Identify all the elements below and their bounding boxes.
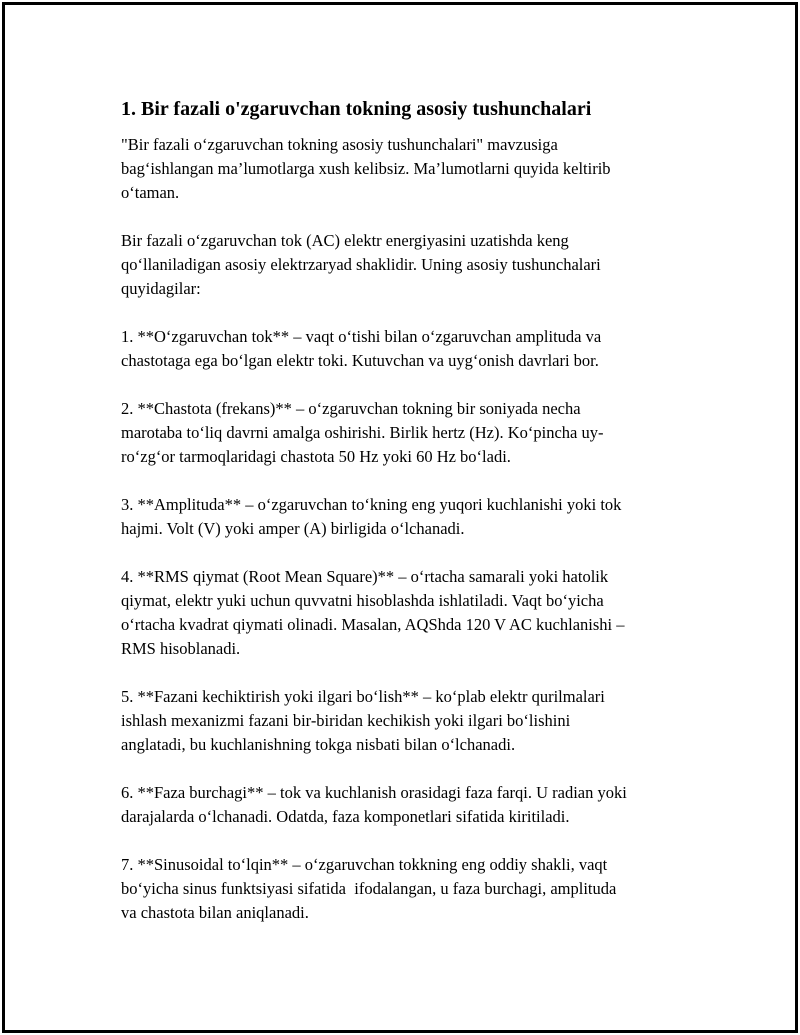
page-frame: [2, 2, 798, 1033]
text-line: 6. **Faza burchagi** – tok va kuchlanish orasidagi faza farqi. U radian yoki: [121, 783, 627, 802]
paragraph: [121, 493, 681, 541]
paragraph: [121, 229, 681, 301]
text-line: o‘taman.: [121, 183, 180, 202]
text-line: ro‘zg‘or tarmoqlaridagi chastota 50 Hz yoki 60 Hz bo‘ladi.: [121, 447, 511, 466]
text-line: 2. **Chastota (frekans)** – o‘zgaruvchan tokning bir soniyada necha: [121, 399, 581, 418]
text-line: quyidagilar:: [121, 279, 201, 298]
text-line: anglatadi, bu kuchlanishning tokga nisbati bilan o‘lchanadi.: [121, 735, 516, 754]
paragraph: [121, 685, 681, 757]
text-line: qiymat, elektr yuki uchun quvvatni hisoblashda ishlatiladi. Vaqt bo‘yicha: [121, 591, 604, 610]
text-line: Bir fazali o‘zgaruvchan tok (AC) elektr energiyasini uzatishda keng: [121, 231, 569, 250]
text-line: marotaba to‘liq davrni amalga oshirishi. Birlik hertz (Hz). Ko‘pincha uy-: [121, 423, 604, 442]
text-line: 5. **Fazani kechiktirish yoki ilgari bo‘lish** – ko‘plab elektr qurilmalari: [121, 687, 605, 706]
paragraph: [121, 325, 681, 373]
document-body: [121, 97, 681, 949]
paragraph-list: [121, 133, 681, 925]
text-line: hajmi. Volt (V) yoki amper (A) birligida o‘lchanadi.: [121, 519, 465, 538]
text-line: "Bir fazali o‘zgaruvchan tokning asosiy tushunchalari" mavzusiga: [121, 135, 558, 154]
text-line: ishlash mexanizmi fazani bir-biridan kechikish yoki ilgari bo‘lishini: [121, 711, 571, 730]
paragraph: [121, 133, 681, 205]
text-line: 4. **RMS qiymat (Root Mean Square)** – o‘rtacha samarali yoki hatolik: [121, 567, 609, 586]
text-line: RMS hisoblanadi.: [121, 639, 241, 658]
paragraph: [121, 853, 681, 925]
text-line: darajalarda o‘lchanadi. Odatda, faza komponetlari sifatida kiritiladi.: [121, 807, 570, 826]
paragraph: [121, 781, 681, 829]
text-line: 1. **O‘zgaruvchan tok** – vaqt o‘tishi bilan o‘zgaruvchan amplituda va: [121, 327, 602, 346]
text-line: bag‘ishlangan ma’lumotlarga xush kelibsiz. Ma’lumotlarni quyida keltirib: [121, 159, 611, 178]
text-line: bo‘yicha sinus funktsiyasi sifatida ifodalangan, u faza burchagi, amplituda: [121, 879, 617, 898]
document-title: 1. Bir fazali o'zgaruvchan tokning asosiy tushunchalari: [121, 98, 592, 120]
paragraph: [121, 397, 681, 469]
text-line: chastotaga ega bo‘lgan elektr toki. Kutuvchan va uyg‘onish davrlari bor.: [121, 351, 599, 370]
text-line: o‘rtacha kvadrat qiymati olinadi. Masalan, AQShda 120 V AC kuchlanishi –: [121, 615, 625, 634]
text-line: 7. **Sinusoidal to‘lqin** – o‘zgaruvchan tokkning eng oddiy shakli, vaqt: [121, 855, 608, 874]
text-line: va chastota bilan aniqlanadi.: [121, 903, 309, 922]
paragraph: [121, 565, 681, 661]
text-line: 3. **Amplituda** – o‘zgaruvchan to‘kning eng yuqori kuchlanishi yoki tok: [121, 495, 622, 514]
text-line: qo‘llaniladigan asosiy elektrzaryad shaklidir. Uning asosiy tushunchalari: [121, 255, 601, 274]
